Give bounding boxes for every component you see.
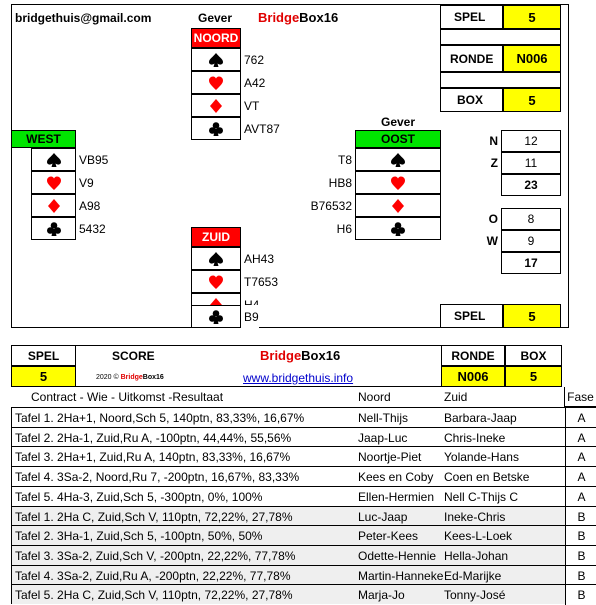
club-icon [191,117,241,140]
points-n-value: 12 [501,130,561,152]
row-fase: B [565,566,596,586]
club-icon [191,305,241,328]
ronde-spacer [440,72,561,88]
row-result: Tafel 5. 4Ha-3, Zuid,Sch 5, -300ptn, 0%, 100% [15,489,263,504]
score-box-value: 5 [505,366,562,387]
row-zuid: Yolande-Hans [444,450,519,465]
spade-icon [191,247,241,270]
row-result: Tafel 1. 2Ha+1, Noord,Sch 5, 140ptn, 83,33%, 16,67% [15,411,305,425]
points-o-value: 8 [501,208,561,230]
table-row [11,446,596,466]
row-result: Tafel 2. 3Ha-1, Zuid,Sch 5, -100ptn, 50%, 50% [15,529,263,544]
row-result: Tafel 4. 3Sa-2, Zuid,Ru A, -200ptn, 22,22%, 77,78% [15,568,291,583]
oost-diamonds: B76532 [310,198,352,213]
row-zuid: Barbara-Jaap [444,411,517,425]
email-text: bridgethuis@gmail.com [15,11,152,25]
spel-spacer [440,29,561,45]
row-result: Tafel 3. 2Ha+1, Zuid,Ru A, 140ptn, 83,33%, 16,67% [15,450,291,465]
noord-spades: 762 [244,52,265,67]
noord-hearts: A42 [244,75,266,90]
brand-box16: Box16 [299,10,339,25]
row-zuid: Chris-Ineke [444,430,506,445]
copyright-bridge: Bridge [120,374,143,381]
spel-value: 5 [503,5,561,29]
noord-diamonds: VT [244,98,260,113]
row-zuid: Kees-L-Loek [444,529,513,544]
points-n-label: N [489,134,498,148]
row-fase: A [565,487,596,507]
copyright-box16: Box16 [142,374,164,381]
zuid-hearts: T7653 [244,274,279,289]
points-w-label: W [486,234,498,248]
row-result: Tafel 4. 3Sa-2, Noord,Ru 7, -200ptn, 16,67%, 83,33% [15,470,300,485]
noord-clubs: AVT87 [244,121,280,136]
row-fase: B [565,546,596,566]
header-fase-label: Fase [567,389,594,404]
score-ronde-value: N006 [441,366,505,387]
header-fase [564,387,596,407]
row-zuid: Nell C-Thijs C [444,489,519,504]
diamond-icon [31,194,76,217]
header-contract: Contract - Wie - Uitkomst -Resultaat [31,390,224,404]
row-zuid: Ed-Marijke [444,568,502,583]
header-zuid: Zuid [444,390,468,404]
results-header [11,387,596,407]
row-result: Tafel 2. 2Ha-1, Zuid,Ru A, -100ptn, 44,44%, 55,56% [15,430,292,445]
row-fase: B [565,526,596,546]
spade-icon [31,148,76,171]
row-noord: Noortje-Piet [358,450,422,465]
gever-label-noord: Gever [198,11,233,25]
points-z-value: 11 [501,152,561,174]
row-fase: A [565,447,596,467]
ronde-label: RONDE [440,45,503,72]
table-row [11,486,596,506]
row-noord: Martin-Hanneke [358,568,444,583]
west-spades: VB95 [79,152,109,167]
score-spel-label: SPEL [11,345,76,366]
row-fase: B [565,507,596,527]
row-result: Tafel 5. 2Ha C, Zuid,Sch V, 110ptn, 72,22%, 27,78% [15,588,293,603]
zuid-spades: AH43 [244,251,275,266]
row-fase: A [565,428,596,448]
points-ow-total: 17 [501,252,561,274]
row-fase: A [565,408,596,428]
table-row [11,466,596,486]
club-icon [31,217,76,240]
spel-label: SPEL [440,5,503,29]
score-box-label: BOX [505,345,562,366]
row-noord: Jaap-Luc [358,430,408,445]
copyright-prefix: 2020 © [96,374,121,381]
spel2-label: SPEL [440,304,503,328]
score-ronde-label: RONDE [441,345,505,366]
header-noord: Noord [358,390,391,404]
row-zuid: Tonny-José [444,588,506,603]
west-diamonds: A98 [79,198,101,213]
oost-label: OOST [355,130,441,148]
row-zuid: Hella-Johan [444,548,509,563]
oost-hearts: HB8 [328,175,352,190]
zuid-clubs: B9 [241,305,259,328]
heart-icon [355,171,441,194]
website-link[interactable]: www.bridgethuis.info [243,371,354,385]
score-spel-value: 5 [11,366,76,387]
table-row [11,407,596,427]
heart-icon [191,270,241,293]
points-o-label: O [488,212,498,226]
row-result: Tafel 3. 3Sa-2, Zuid,Sch V, -200ptn, 22,22%, 77,78% [15,548,296,563]
diamond-icon [355,194,441,217]
copyright [96,374,164,381]
table-row [11,506,596,526]
score-title: SCORE [112,349,155,363]
heart-icon [191,71,241,94]
zuid-label: ZUID [191,227,241,247]
row-zuid: Ineke-Chris [444,509,506,524]
row-noord: Nell-Thijs [358,411,409,425]
row-noord: Ellen-Hermien [358,489,435,504]
spel2-value: 5 [503,304,561,328]
table-row [11,584,596,604]
score-brand-bridge: Bridge [260,348,302,363]
brand-title [258,10,338,25]
row-noord: Odette-Hennie [358,548,437,563]
noord-label: NOORD [191,28,241,48]
points-nz-total: 23 [501,174,561,196]
brand-bridge: Bridge [258,10,300,25]
row-fase: B [565,585,596,605]
table-row [11,525,596,545]
box-label: BOX [440,88,503,112]
table-row [11,565,596,585]
points-z-label: Z [490,156,498,170]
row-result: Tafel 1. 2Ha C, Zuid,Sch V, 110ptn, 72,22%, 27,78% [15,509,293,524]
heart-icon [31,171,76,194]
west-clubs: 5432 [79,221,106,236]
club-icon [355,217,441,240]
box-value: 5 [503,88,561,112]
points-w-value: 9 [501,230,561,252]
row-noord: Kees en Coby [358,470,434,485]
score-brand [260,348,340,363]
gever-label-oost: Gever [381,115,416,129]
row-noord: Luc-Jaap [358,509,408,524]
oost-spades: T8 [337,152,352,167]
west-label: WEST [11,130,76,148]
west-hearts: V9 [79,175,94,190]
ronde-value: N006 [503,45,561,72]
oost-clubs: H6 [336,221,352,236]
row-noord: Peter-Kees [358,529,419,544]
spade-icon [355,148,441,171]
row-noord: Marja-Jo [358,588,405,603]
row-zuid: Coen en Betske [444,470,530,485]
table-row [11,427,596,447]
table-row [11,545,596,565]
spade-icon [191,48,241,71]
row-fase: A [565,467,596,487]
score-brand-box16: Box16 [301,348,341,363]
diamond-icon [191,94,241,117]
